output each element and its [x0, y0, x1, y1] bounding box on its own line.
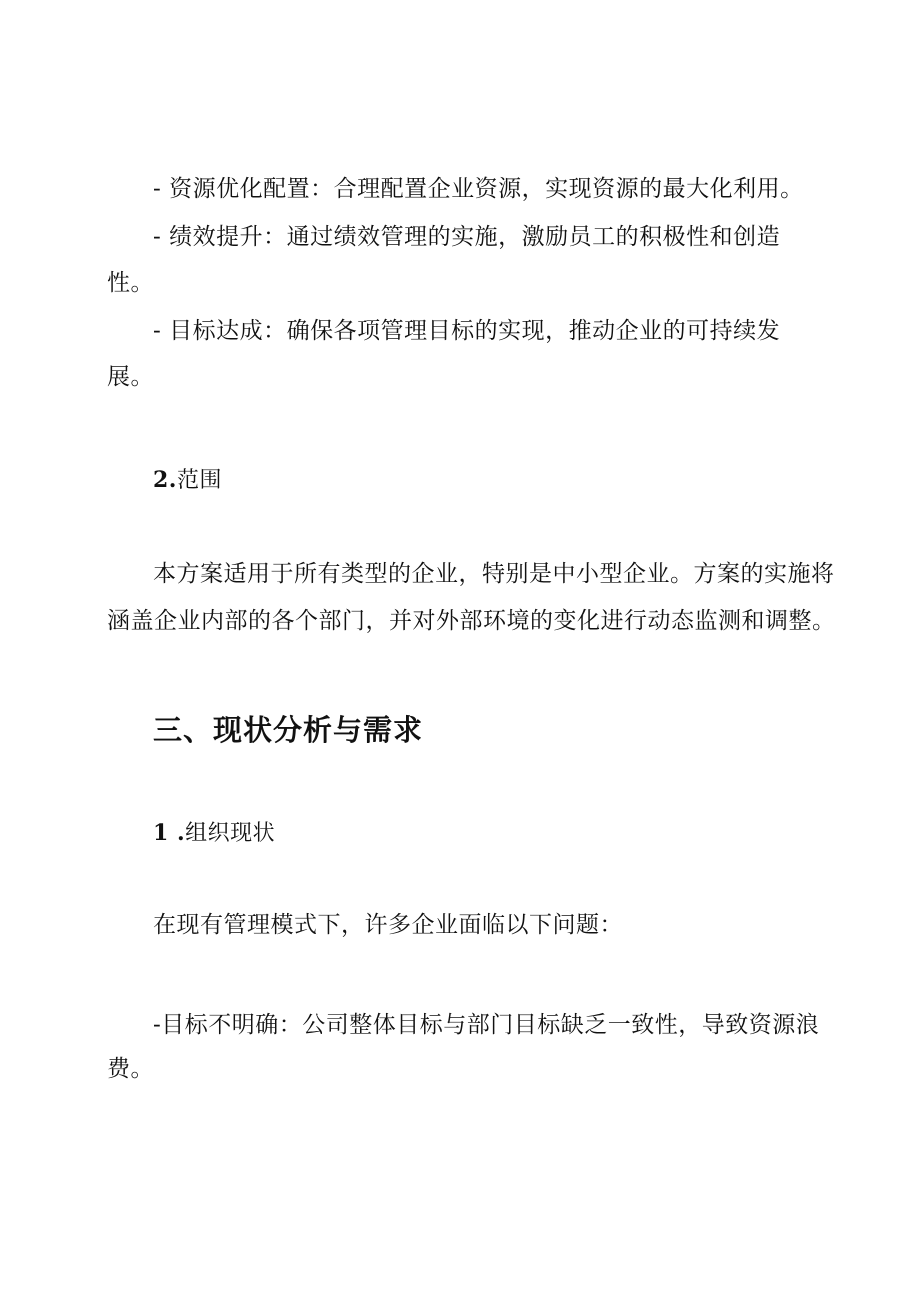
- org-status-heading-number: 1 .: [153, 820, 186, 846]
- bullet-resource-optimization: - 资源优化配置：合理配置企业资源，实现资源的最大化利用。: [153, 176, 804, 202]
- section-3-heading: 三、现状分析与需求: [153, 713, 424, 747]
- bullet-goal-line1: - 目标达成：确保各项管理目标的实现，推动企业的可持续发: [153, 318, 781, 344]
- org-status-heading-text: 组织现状: [185, 821, 276, 846]
- org-intro-paragraph: 在现有管理模式下，许多企业面临以下问题：: [153, 912, 623, 938]
- issue-unclear-goals-line1: -目标不明确：公司整体目标与部门目标缺乏一致性，导致资源浪: [153, 1012, 820, 1038]
- scope-paragraph-line2: 涵盖企业内部的各个部门，并对外部环境的变化进行动态监测和调整。: [107, 608, 836, 634]
- bullet-performance-line1: - 绩效提升：通过绩效管理的实施，激励员工的积极性和创造: [153, 224, 781, 250]
- scope-heading-number: 2.: [153, 467, 177, 493]
- issue-unclear-goals-line2: 费。: [107, 1056, 154, 1082]
- bullet-goal-line2: 展。: [107, 364, 154, 390]
- scope-heading-text: 范围: [176, 468, 222, 493]
- org-status-heading: [153, 818, 275, 849]
- scope-paragraph-line1: 本方案适用于所有类型的企业，特别是中小型企业。方案的实施将: [153, 561, 835, 587]
- bullet-performance-line2: 性。: [107, 270, 154, 296]
- scope-heading: [153, 465, 222, 496]
